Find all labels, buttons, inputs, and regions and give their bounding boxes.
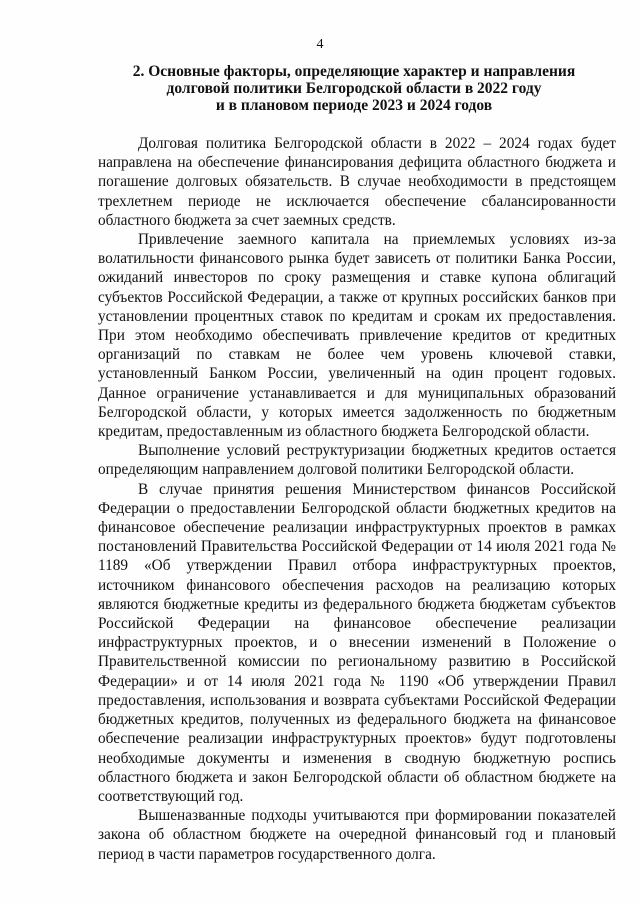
section-heading (98, 63, 610, 114)
paragraph-borrowing: Привлечение заемного капитала на приемлемых условиях из-за волатильности финансового рынка будет зависеть от политики Банка России, ожиданий инвесторов по сроку размещения и ставке купона облигаций субъектов Российской Федерации, а также от крупных российских банков при установлении процентных ставок по кредитам и срокам их предоставления. При этом необходимо обеспечивать привлечение кредитов от кредитных организаций по ставкам не более чем уровень ключевой ставки, установленный Банком России, увеличенный на один процент годовых. Данное ограничение устанавливается и для муниципальных образований Белгородской области, у которых имеется задолженность по бюджетным кредитам, предоставленным из областного бюджета Белгородской области. (98, 231, 616, 441)
heading-line-2: долговой политики Белгородской области в 2022 году (166, 80, 542, 97)
heading-line-1: 2. Основные факторы, определяющие характер и направления (132, 63, 576, 80)
paragraph-approaches: Вышеназванные подходы учитываются при формировании показателей закона об областном бюджете на очередной финансовый год и плановый период в части параметров государственного долга. (98, 807, 616, 863)
page-number: 4 (316, 37, 324, 52)
heading-line-3: и в плановом периоде 2023 и 2024 годов (215, 97, 493, 114)
document-body (98, 134, 616, 864)
paragraph-restructuring: Выполнение условий реструктуризации бюджетных кредитов остается определяющим направлением долговой политики Белгородской области. (98, 442, 616, 479)
paragraph-debt-policy: Долговая политика Белгородской области в 2022 – 2024 годах будет направлена на обеспечение финансирования дефицита областного бюджета и погашение долговых обязательств. В случае необходимости в предстоящем трехлетнем периоде не исключается обеспечение сбалансированности областного бюджета за счет заемных средств. (98, 135, 616, 229)
paragraph-infrastructure-credits: В случае принятия решения Министерством финансов Российской Федерации о предоставлении Белгородской области бюджетных кредитов на финансовое обеспечение реализации инфраструктурных проектов в рамках постановлений Правительства Российской Федерации от 14 июля 2021 года № 1189 «Об утверждении Правил отбора инфраструктурных проектов, источником финансового обеспечения расходов на реализацию которых являются бюджетные кредиты из федерального бюджета бюджетам субъектов Российской Федерации на финансовое обеспечение реализации инфраструктурных проектов, и о внесении изменений в Положение о Правительственной комиссии по региональному развитию в Российской Федерации» и от 14 июля 2021 года № 1190 «Об утверждении Правил предоставления, использования и возврата субъектами Российской Федерации бюджетных кредитов, полученных из федерального бюджета на финансовое обеспечение реализации инфраструктурных проектов» будут подготовлены необходимые документы и изменения в сводную бюджетную роспись областного бюджета и закон Белгородской области об областном бюджете на соответствующий год. (98, 480, 616, 805)
